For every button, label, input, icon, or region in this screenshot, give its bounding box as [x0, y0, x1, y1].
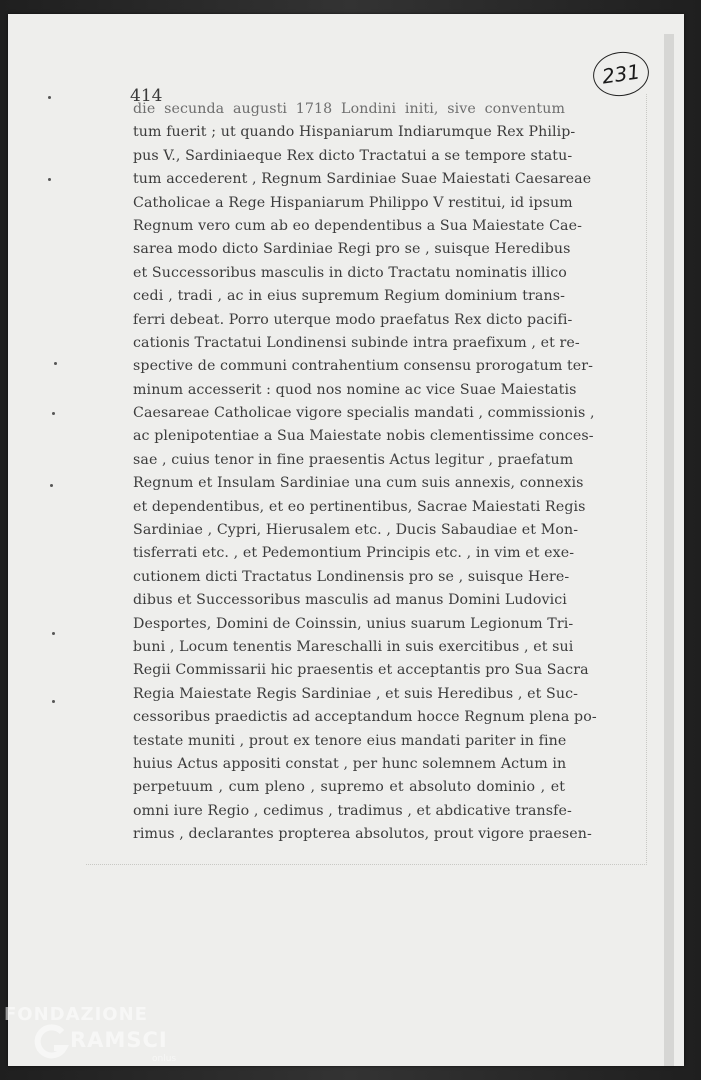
- text-line: ferri debeat. Porro uterque modo praefatus Rex dicto pacifi-: [133, 311, 573, 328]
- text-line: dibus et Successoribus masculis ad manus Domini Ludovici: [133, 592, 567, 609]
- archive-folio-stamp: [590, 48, 652, 99]
- text-line: Regnum et Insulam Sardiniae una cum suis annexis, connexis: [133, 475, 584, 492]
- text-line: Caesareae Catholicae vigore specialis mandati , commissionis ,: [133, 405, 595, 422]
- text-line: spective de communi contrahentium consensu prorogatum ter-: [133, 358, 594, 375]
- document-body: [133, 98, 597, 847]
- text-line: huius Actus appositi constat , per hunc solemnem Actum in: [133, 755, 567, 772]
- watermark-line2: RAMSCI: [70, 1028, 168, 1052]
- archive-folio-number: 231: [600, 59, 642, 89]
- page-edge: [664, 34, 674, 1066]
- text-line: die secunda augusti 1718 Londini initi, sive conventum: [133, 101, 565, 117]
- text-line: cationis Tractatui Londinensi subinde intra praefixum , et re-: [133, 334, 580, 351]
- text-line: et dependentibus, et eo pertinentibus, Sacrae Maiestati Regis: [133, 498, 586, 515]
- text-line: pus V., Sardiniaeque Rex dicto Tractatui a se tempore statu-: [133, 147, 573, 164]
- watermark-g-icon: [32, 1022, 72, 1062]
- page-number: 414: [130, 86, 163, 106]
- watermark-suffix: onlus: [152, 1054, 177, 1064]
- text-line: cedi , tradi , ac in eius supremum Regium dominium trans-: [133, 288, 565, 305]
- text-line: et Successoribus masculis in dicto Tractatu nominatis illico: [133, 264, 567, 281]
- text-line: Desportes, Domini de Coinssin, unius suarum Legionum Tri-: [133, 615, 574, 632]
- text-line: cessoribus praedictis ad acceptandum hocce Regnum plena po-: [133, 709, 597, 726]
- text-line: tum fuerit ; ut quando Hispaniarum Indiarumque Rex Philip-: [133, 124, 576, 141]
- watermark-line1: FONDAZIONE: [4, 1004, 148, 1025]
- fondazione-gramsci-watermark: [4, 1002, 194, 1072]
- text-line: sae , cuius tenor in fine praesentis Actus legitur , praefatum: [133, 451, 574, 468]
- text-line: Regii Commissarii hic praesentis et acceptantis pro Sua Sacra: [133, 662, 589, 679]
- text-line: buni , Locum tenentis Mareschalli in suis exercitibus , et sui: [133, 638, 574, 655]
- text-line: tum accederent , Regnum Sardiniae Suae Maiestati Caesareae: [133, 171, 592, 188]
- text-line: cutionem dicti Tractatus Londinensis pro se , suisque Here-: [133, 568, 570, 585]
- text-line: Regia Maiestate Regis Sardiniae , et suis Heredibus , et Suc-: [133, 685, 579, 702]
- text-line: sarea modo dicto Sardiniae Regi pro se , suisque Heredibus: [133, 241, 571, 258]
- text-line: Catholicae a Rege Hispaniarum Philippo V restitui, id ipsum: [133, 194, 573, 211]
- text-line: Sardiniae , Cypri, Hierusalem etc. , Ducis Sabaudiae et Mon-: [133, 522, 579, 539]
- text-line: rimus , declarantes propterea absolutos, prout vigore praesen-: [133, 826, 592, 843]
- text-line: testate muniti , prout ex tenore eius mandati pariter in fine: [133, 732, 567, 749]
- text-line: ac plenipotentiae a Sua Maiestate nobis clementissime conces-: [133, 428, 594, 445]
- text-line: omni iure Regio , cedimus , tradimus , et abdicative transfe-: [133, 802, 572, 819]
- text-line: tisferrati etc. , et Pedemontium Principis etc. , in vim et exe-: [133, 545, 575, 562]
- text-line: minum accesserit : quod nos nomine ac vice Suae Maiestatis: [133, 381, 577, 398]
- text-line: perpetuum , cum pleno , supremo et absoluto dominio , et: [133, 779, 565, 796]
- text-line: Regnum vero cum ab eo dependentibus a Sua Maiestate Cae-: [133, 217, 583, 234]
